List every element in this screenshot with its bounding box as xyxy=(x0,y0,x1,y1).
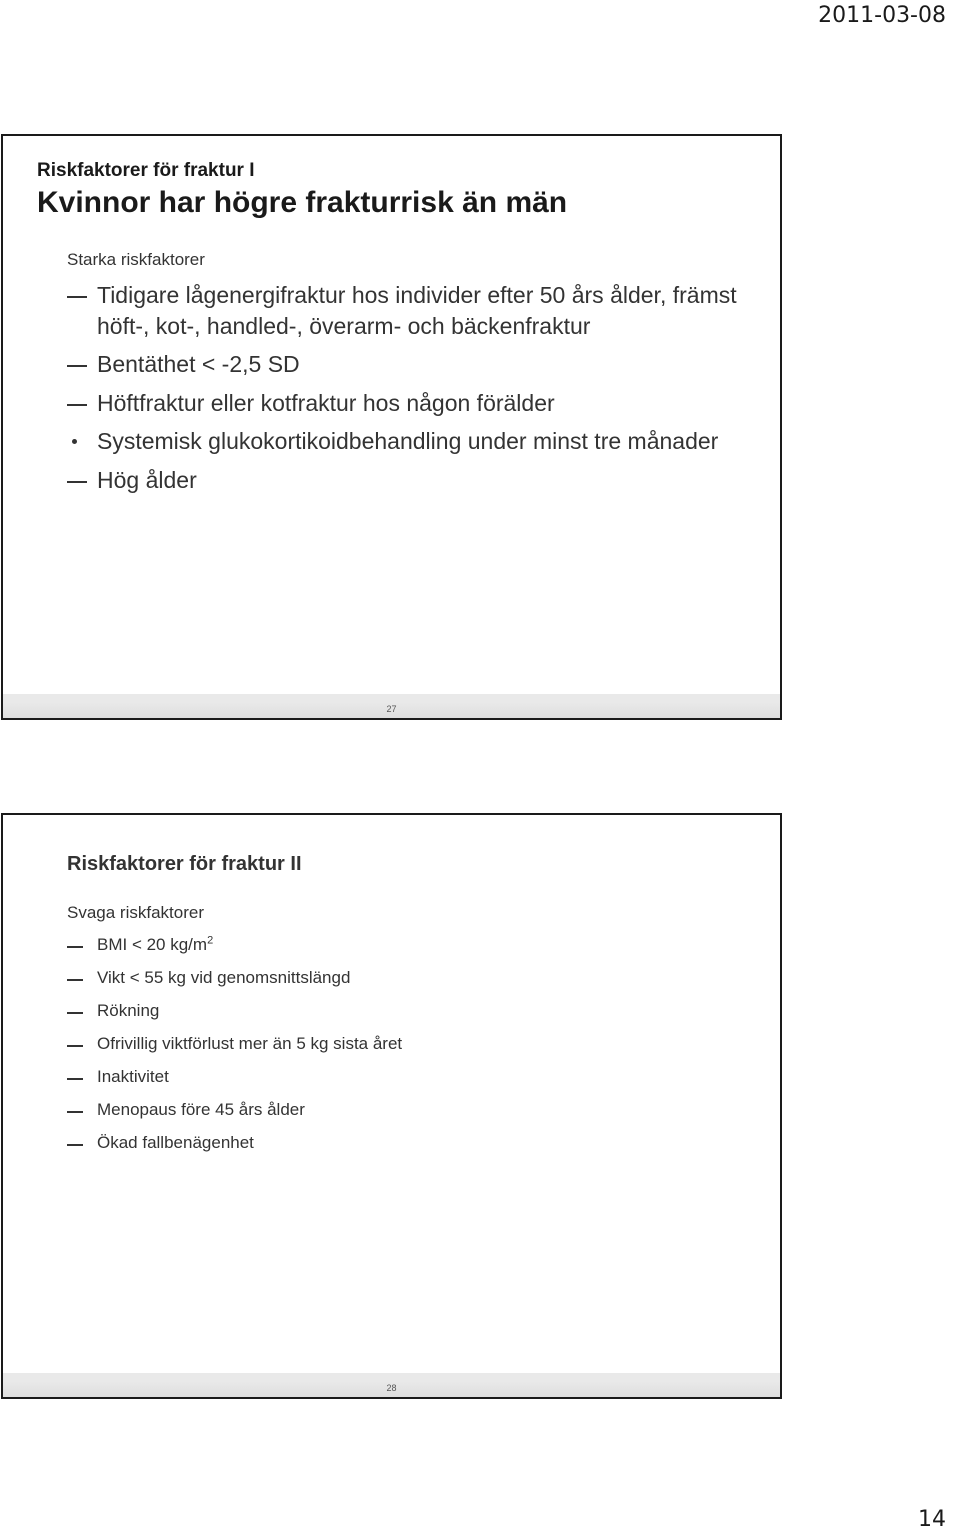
list-item-text: Menopaus före 45 års ålder xyxy=(97,1100,305,1119)
list-item xyxy=(67,935,747,955)
list-item xyxy=(67,1100,747,1120)
list-item-text: Rökning xyxy=(97,1001,160,1020)
list-item xyxy=(67,349,747,380)
risk-factor-list xyxy=(67,935,747,1166)
slide-footer xyxy=(3,1373,780,1397)
slide-title: Riskfaktorer för fraktur II xyxy=(67,853,302,875)
page-date: 2011-03-08 xyxy=(818,3,946,28)
slide-subtitle: Riskfaktorer för fraktur I xyxy=(37,160,255,181)
slide-number: 28 xyxy=(386,1383,397,1393)
list-item xyxy=(67,388,747,419)
slide-footer xyxy=(3,694,780,718)
list-item xyxy=(67,280,747,341)
risk-factor-list xyxy=(67,280,747,503)
list-item xyxy=(67,465,747,496)
slide-title: Kvinnor har högre frakturrisk än män xyxy=(37,186,568,219)
section-lead: Svaga riskfaktorer xyxy=(67,903,204,922)
list-item xyxy=(67,1034,747,1054)
list-item-text: BMI < 20 kg/m xyxy=(97,935,208,954)
list-item-text: Ofrivillig viktförlust mer än 5 kg sista året xyxy=(97,1034,403,1053)
list-item xyxy=(67,1133,747,1153)
list-item xyxy=(67,426,747,457)
section-lead: Starka riskfaktorer xyxy=(67,250,205,269)
list-item-text: Ökad fallbenägenhet xyxy=(97,1133,254,1152)
list-item-text: Tidigare lågenergifraktur hos individer efter 50 års ålder, främst höft-, kot-, handled-, överarm- och bäckenfraktur xyxy=(97,282,737,339)
list-item-text: Inaktivitet xyxy=(97,1067,169,1086)
list-item-text: Vikt < 55 kg vid genomsnittslängd xyxy=(97,968,351,987)
list-item-text: Bentäthet < -2,5 SD xyxy=(97,351,300,377)
list-item xyxy=(67,1001,747,1021)
list-item xyxy=(67,1067,747,1087)
list-item-text: Hög ålder xyxy=(97,466,197,493)
list-item-text: Systemisk glukokortikoidbehandling under minst tre månader xyxy=(97,428,719,454)
superscript: 2 xyxy=(207,934,214,947)
page-number: 14 xyxy=(918,1507,946,1532)
list-item-text: Höftfraktur eller kotfraktur hos någon förälder xyxy=(97,389,555,416)
slide-number: 27 xyxy=(386,704,397,714)
list-item xyxy=(67,968,747,988)
slide-28 xyxy=(1,813,782,1399)
slide-27 xyxy=(1,134,782,720)
